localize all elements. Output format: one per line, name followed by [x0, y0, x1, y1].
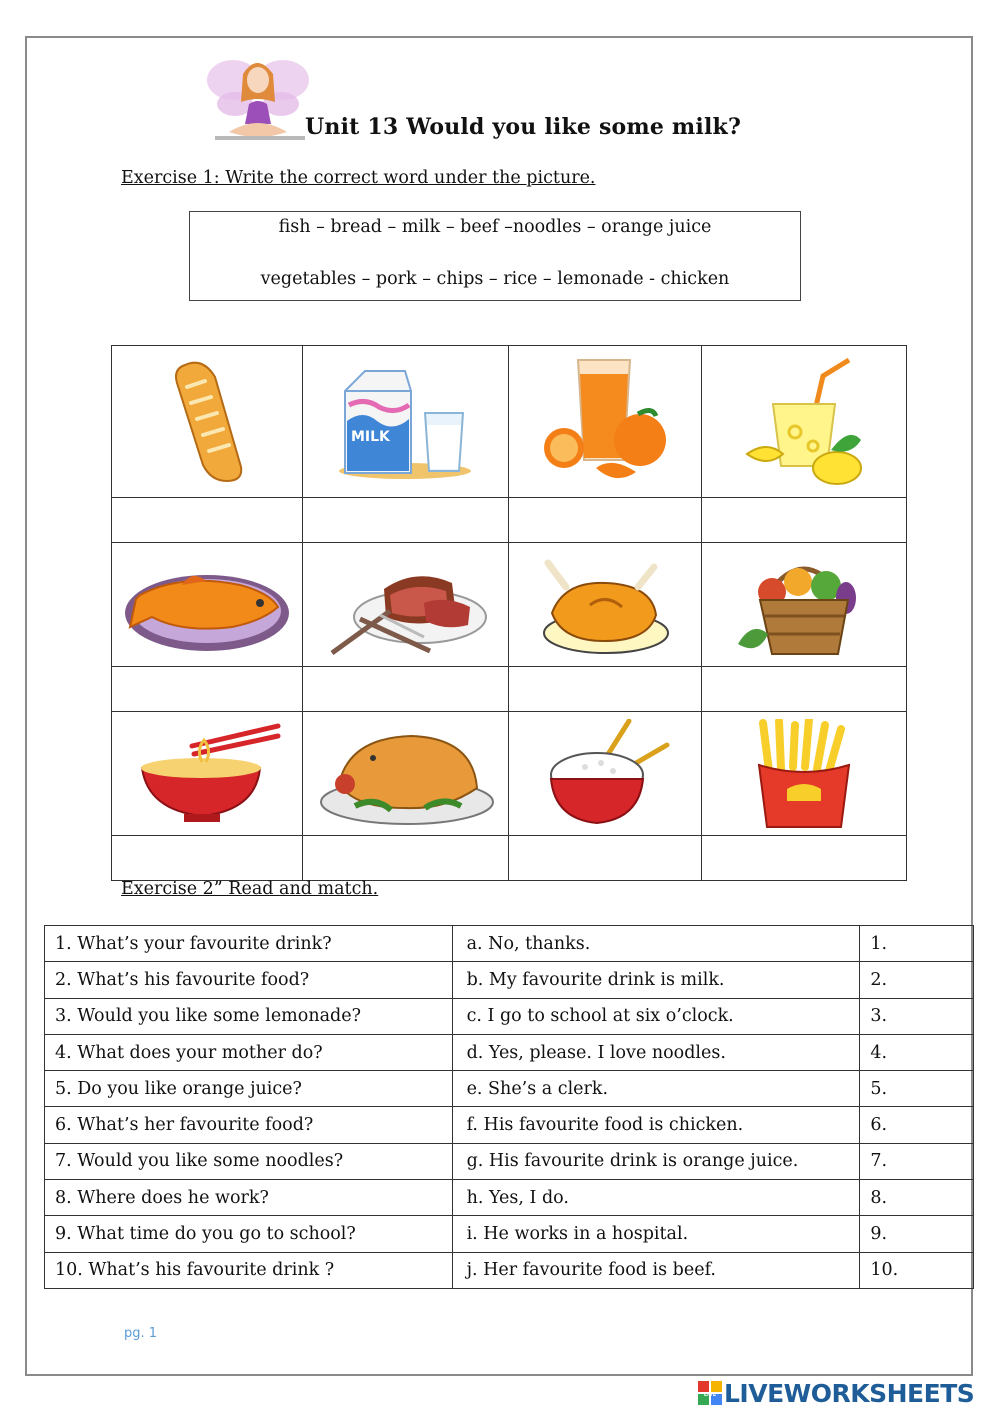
word-bank-line-2: vegetables – pork – chips – rice – lemonade - chicken: [260, 269, 730, 289]
logo-text: LIVE: [703, 1392, 717, 1398]
match-input-cell[interactable]: 6.: [860, 1107, 974, 1143]
match-input-cell[interactable]: 5.: [860, 1071, 974, 1107]
fish-icon: [122, 555, 292, 655]
answer-option-cell: e. She’s a clerk.: [452, 1071, 860, 1107]
picture-cell: [112, 543, 303, 667]
answer-cell[interactable]: [702, 498, 907, 543]
milk-carton-label: MILK: [351, 428, 391, 445]
vegetables-icon: [734, 550, 874, 660]
question-cell: 5. Do you like orange juice?: [45, 1071, 453, 1107]
picture-cell: [302, 543, 508, 667]
table-row: [45, 998, 974, 1034]
chicken-icon: [530, 553, 680, 657]
match-input-cell[interactable]: 1.: [860, 926, 974, 962]
answer-cell[interactable]: [508, 836, 702, 881]
rice-icon: [535, 719, 675, 829]
picture-cell: [702, 346, 907, 498]
answer-option-cell: c. I go to school at six o’clock.: [452, 998, 860, 1034]
table-row: [45, 926, 974, 962]
question-cell: 8. Where does he work?: [45, 1180, 453, 1216]
answer-cell[interactable]: [508, 667, 702, 712]
bread-icon: [157, 357, 257, 487]
question-cell: 3. Would you like some lemonade?: [45, 998, 453, 1034]
beef-icon: [320, 555, 490, 655]
picture-cell: [702, 543, 907, 667]
lemonade-icon: [739, 356, 869, 488]
noodles-icon: [132, 722, 282, 826]
question-cell: 4. What does your mother do?: [45, 1034, 453, 1070]
milk-icon: [335, 363, 475, 481]
answer-cell[interactable]: [302, 498, 508, 543]
picture-cell: [112, 346, 303, 498]
worksheet-title: Unit 13 Would you like some milk?: [305, 114, 742, 140]
answer-option-cell: g. His favourite drink is orange juice.: [452, 1143, 860, 1179]
liveworksheets-logo-icon: [698, 1381, 722, 1405]
word-bank-line-1: fish – bread – milk – beef –noodles – orange juice: [278, 217, 712, 237]
answer-cell[interactable]: [508, 498, 702, 543]
pork-icon: [315, 722, 495, 826]
question-cell: 10. What’s his favourite drink ?: [45, 1252, 453, 1288]
orange-juice-icon: [540, 356, 670, 488]
page-number: pg. 1: [124, 1326, 158, 1341]
match-input-cell[interactable]: 3.: [860, 998, 974, 1034]
table-row: [45, 962, 974, 998]
match-input-cell[interactable]: 7.: [860, 1143, 974, 1179]
table-row: [45, 1180, 974, 1216]
picture-cell: [508, 346, 702, 498]
exercise2-heading: Exercise 2” Read and match.: [121, 879, 379, 899]
answer-option-cell: i. He works in a hospital.: [452, 1216, 860, 1252]
question-cell: 9. What time do you go to school?: [45, 1216, 453, 1252]
word-bank: [189, 211, 801, 301]
match-input-cell[interactable]: 9.: [860, 1216, 974, 1252]
table-row: [45, 1034, 974, 1070]
answer-cell[interactable]: [302, 836, 508, 881]
answer-cell[interactable]: [702, 836, 907, 881]
table-row: [45, 1252, 974, 1288]
answer-cell[interactable]: [702, 667, 907, 712]
table-row: [45, 1107, 974, 1143]
fairy-illustration: [205, 52, 310, 144]
answer-option-cell: j. Her favourite food is beef.: [452, 1252, 860, 1288]
answer-cell[interactable]: [112, 836, 303, 881]
answer-option-cell: d. Yes, please. I love noodles.: [452, 1034, 860, 1070]
answer-cell[interactable]: [112, 667, 303, 712]
brand-name: LIVEWORKSHEETS: [724, 1378, 975, 1408]
table-row: [45, 1216, 974, 1252]
matching-table: [44, 925, 974, 1289]
picture-cell: [508, 712, 702, 836]
picture-cell: [702, 712, 907, 836]
chips-icon: [749, 719, 859, 829]
match-input-cell[interactable]: 2.: [860, 962, 974, 998]
question-cell: 6. What’s her favourite food?: [45, 1107, 453, 1143]
liveworksheets-brand[interactable]: [698, 1377, 993, 1409]
exercise1-heading: Exercise 1: Write the correct word under the picture.: [121, 168, 596, 188]
match-input-cell[interactable]: 10.: [860, 1252, 974, 1288]
answer-cell[interactable]: [302, 667, 508, 712]
picture-cell: [112, 712, 303, 836]
picture-cell: [508, 543, 702, 667]
question-cell: 2. What’s his favourite food?: [45, 962, 453, 998]
picture-table: [111, 345, 907, 881]
question-cell: 1. What’s your favourite drink?: [45, 926, 453, 962]
answer-option-cell: f. His favourite food is chicken.: [452, 1107, 860, 1143]
match-input-cell[interactable]: 8.: [860, 1180, 974, 1216]
match-input-cell[interactable]: 4.: [860, 1034, 974, 1070]
answer-option-cell: b. My favourite drink is milk.: [452, 962, 860, 998]
picture-cell: [302, 346, 508, 498]
answer-option-cell: h. Yes, I do.: [452, 1180, 860, 1216]
picture-cell: [302, 712, 508, 836]
table-row: [45, 1071, 974, 1107]
answer-cell[interactable]: [112, 498, 303, 543]
answer-option-cell: a. No, thanks.: [452, 926, 860, 962]
question-cell: 7. Would you like some noodles?: [45, 1143, 453, 1179]
table-row: [45, 1143, 974, 1179]
